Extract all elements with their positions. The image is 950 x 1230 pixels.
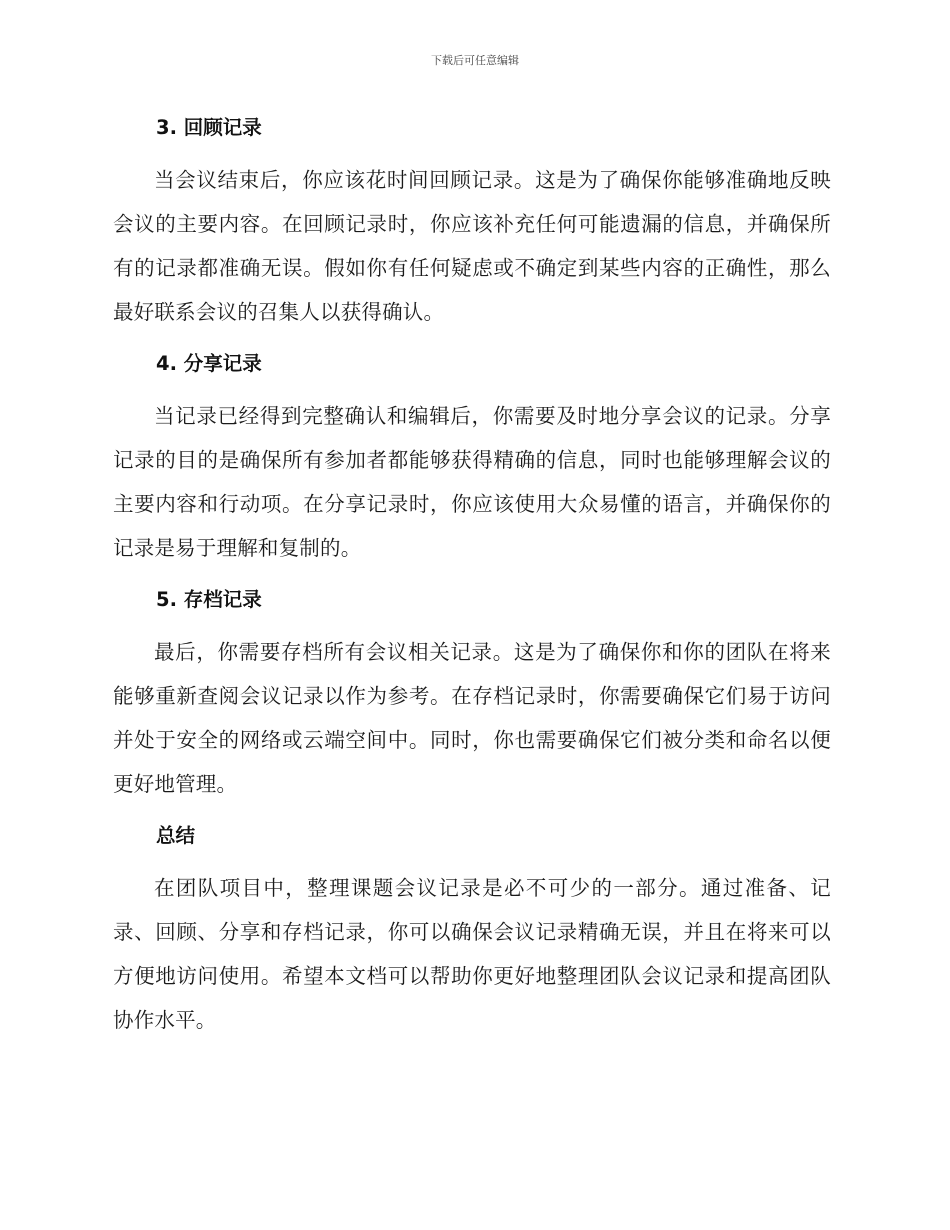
section-share-records [113, 348, 831, 570]
section-paragraph: 在团队项目中，整理课题会议记录是必不可少的一部分。通过准备、记录、回顾、分享和存档记录，你可以确保会议记录精确无误，并且在将来可以方便地访问使用。希望本文档可以帮助你更好地整理团队会议记录和提高团队协作水平。 [113, 876, 831, 1032]
section-heading: 4. 分享记录 [156, 352, 262, 375]
section-summary [113, 820, 831, 1042]
section-heading: 3. 回顾记录 [156, 116, 262, 139]
section-paragraph: 当记录已经得到完整确认和编辑后，你需要及时地分享会议的记录。分享记录的目的是确保所有参加者都能够获得精确的信息，同时也能够理解会议的主要内容和行动项。在分享记录时，你应该使用大众易懂的语言，并确保你的记录是易于理解和复制的。 [113, 404, 831, 560]
page-header: 下载后可任意编辑 [431, 54, 519, 67]
section-review-records [113, 112, 831, 334]
section-heading: 5. 存档记录 [156, 588, 262, 611]
section-paragraph: 最后，你需要存档所有会议相关记录。这是为了确保你和你的团队在将来能够重新查阅会议记录以作为参考。在存档记录时，你需要确保它们易于访问并处于安全的网络或云端空间中。同时，你也需要确保它们被分类和命名以便更好地管理。 [113, 640, 831, 796]
section-heading: 总结 [156, 824, 196, 847]
section-archive-records [113, 584, 831, 806]
document-body [113, 112, 831, 1052]
section-paragraph: 当会议结束后，你应该花时间回顾记录。这是为了确保你能够准确地反映会议的主要内容。在回顾记录时，你应该补充任何可能遗漏的信息，并确保所有的记录都准确无误。假如你有任何疑虑或不确定到某些内容的正确性，那么最好联系会议的召集人以获得确认。 [113, 168, 831, 324]
